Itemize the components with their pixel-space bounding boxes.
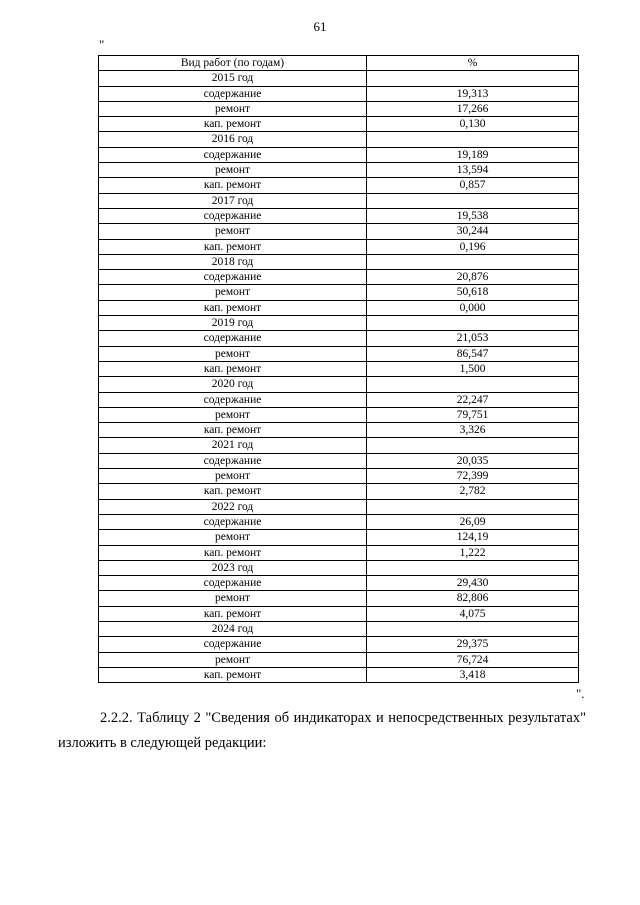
year-value-empty xyxy=(367,621,579,636)
year-row xyxy=(99,254,579,269)
table-row xyxy=(99,117,579,132)
year-row xyxy=(99,132,579,147)
work-type-cell: кап. ремонт xyxy=(99,117,367,132)
percent-cell: 29,430 xyxy=(367,576,579,591)
works-table xyxy=(98,55,579,683)
percent-cell: 0,196 xyxy=(367,239,579,254)
work-type-cell: ремонт xyxy=(99,591,367,606)
table-row xyxy=(99,514,579,529)
work-type-cell: ремонт xyxy=(99,224,367,239)
work-type-cell: содержание xyxy=(99,453,367,468)
year-label: 2023 год xyxy=(99,560,367,575)
work-type-cell: ремонт xyxy=(99,101,367,116)
work-type-cell: ремонт xyxy=(99,407,367,422)
work-type-cell: содержание xyxy=(99,331,367,346)
year-value-empty xyxy=(367,316,579,331)
work-type-cell: ремонт xyxy=(99,530,367,545)
work-type-cell: содержание xyxy=(99,637,367,652)
percent-cell: 4,075 xyxy=(367,606,579,621)
work-type-cell: кап. ремонт xyxy=(99,178,367,193)
table-row xyxy=(99,178,579,193)
work-type-cell: ремонт xyxy=(99,346,367,361)
year-value-empty xyxy=(367,132,579,147)
table-row xyxy=(99,453,579,468)
table-row xyxy=(99,392,579,407)
percent-cell: 2,782 xyxy=(367,484,579,499)
table-row xyxy=(99,469,579,484)
table-row xyxy=(99,239,579,254)
percent-cell: 17,266 xyxy=(367,101,579,116)
year-row xyxy=(99,560,579,575)
table-row xyxy=(99,637,579,652)
table-row xyxy=(99,224,579,239)
year-value-empty xyxy=(367,438,579,453)
table-row xyxy=(99,530,579,545)
header-work-type: Вид работ (по годам) xyxy=(99,56,367,71)
percent-cell: 19,189 xyxy=(367,147,579,162)
year-value-empty xyxy=(367,193,579,208)
work-type-cell: кап. ремонт xyxy=(99,239,367,254)
table-row xyxy=(99,407,579,422)
percent-cell: 21,053 xyxy=(367,331,579,346)
year-label: 2020 год xyxy=(99,377,367,392)
table-row xyxy=(99,163,579,178)
work-type-cell: кап. ремонт xyxy=(99,545,367,560)
work-type-cell: содержание xyxy=(99,514,367,529)
table-row xyxy=(99,484,579,499)
year-label: 2022 год xyxy=(99,499,367,514)
table-row xyxy=(99,576,579,591)
instruction-paragraph: 2.2.2. Таблицу 2 "Сведения об индикаторах и непосредственных результатах" изложить в следующей редакции: xyxy=(58,710,586,751)
year-label: 2024 год xyxy=(99,621,367,636)
year-value-empty xyxy=(367,560,579,575)
year-row xyxy=(99,71,579,86)
percent-cell: 19,538 xyxy=(367,208,579,223)
percent-cell: 79,751 xyxy=(367,407,579,422)
percent-cell: 0,857 xyxy=(367,178,579,193)
table-row xyxy=(99,545,579,560)
year-label: 2021 год xyxy=(99,438,367,453)
percent-cell: 30,244 xyxy=(367,224,579,239)
percent-cell: 13,594 xyxy=(367,163,579,178)
work-type-cell: содержание xyxy=(99,86,367,101)
table-row xyxy=(99,591,579,606)
table-row xyxy=(99,361,579,376)
percent-cell: 0,130 xyxy=(367,117,579,132)
work-type-cell: содержание xyxy=(99,392,367,407)
table-body xyxy=(99,71,579,683)
work-type-cell: содержание xyxy=(99,147,367,162)
open-quote: " xyxy=(99,37,105,52)
year-row xyxy=(99,621,579,636)
percent-cell: 29,375 xyxy=(367,637,579,652)
year-label: 2015 год xyxy=(99,71,367,86)
work-type-cell: содержание xyxy=(99,270,367,285)
work-type-cell: ремонт xyxy=(99,163,367,178)
year-row xyxy=(99,193,579,208)
percent-cell: 1,500 xyxy=(367,361,579,376)
percent-cell: 20,876 xyxy=(367,270,579,285)
table-row xyxy=(99,423,579,438)
work-type-cell: содержание xyxy=(99,208,367,223)
table-row xyxy=(99,606,579,621)
year-label: 2017 год xyxy=(99,193,367,208)
percent-cell: 0,000 xyxy=(367,300,579,315)
year-row xyxy=(99,316,579,331)
table-row xyxy=(99,208,579,223)
percent-cell: 124,19 xyxy=(367,530,579,545)
year-value-empty xyxy=(367,499,579,514)
table-row xyxy=(99,331,579,346)
year-value-empty xyxy=(367,254,579,269)
percent-cell: 86,547 xyxy=(367,346,579,361)
table-row xyxy=(99,652,579,667)
close-quote: ". xyxy=(576,686,585,701)
work-type-cell: кап. ремонт xyxy=(99,423,367,438)
year-row xyxy=(99,377,579,392)
table-row xyxy=(99,285,579,300)
table-header-row xyxy=(99,56,579,71)
year-label: 2019 год xyxy=(99,316,367,331)
percent-cell: 20,035 xyxy=(367,453,579,468)
percent-cell: 76,724 xyxy=(367,652,579,667)
table-row xyxy=(99,300,579,315)
table-row xyxy=(99,667,579,682)
work-type-cell: кап. ремонт xyxy=(99,667,367,682)
percent-cell: 1,222 xyxy=(367,545,579,560)
header-percent: % xyxy=(367,56,579,71)
year-value-empty xyxy=(367,71,579,86)
work-type-cell: ремонт xyxy=(99,469,367,484)
table-row xyxy=(99,86,579,101)
page-number: 61 xyxy=(313,19,327,34)
percent-cell: 22,247 xyxy=(367,392,579,407)
table-row xyxy=(99,270,579,285)
year-row xyxy=(99,438,579,453)
percent-cell: 72,399 xyxy=(367,469,579,484)
work-type-cell: содержание xyxy=(99,576,367,591)
percent-cell: 3,418 xyxy=(367,667,579,682)
table-row xyxy=(99,346,579,361)
year-label: 2018 год xyxy=(99,254,367,269)
percent-cell: 19,313 xyxy=(367,86,579,101)
year-value-empty xyxy=(367,377,579,392)
work-type-cell: кап. ремонт xyxy=(99,300,367,315)
percent-cell: 82,806 xyxy=(367,591,579,606)
table-row xyxy=(99,101,579,116)
table-row xyxy=(99,147,579,162)
year-row xyxy=(99,499,579,514)
work-type-cell: ремонт xyxy=(99,285,367,300)
work-type-cell: кап. ремонт xyxy=(99,361,367,376)
percent-cell: 50,618 xyxy=(367,285,579,300)
work-type-cell: ремонт xyxy=(99,652,367,667)
percent-cell: 26,09 xyxy=(367,514,579,529)
percent-cell: 3,326 xyxy=(367,423,579,438)
work-type-cell: кап. ремонт xyxy=(99,606,367,621)
year-label: 2016 год xyxy=(99,132,367,147)
work-type-cell: кап. ремонт xyxy=(99,484,367,499)
